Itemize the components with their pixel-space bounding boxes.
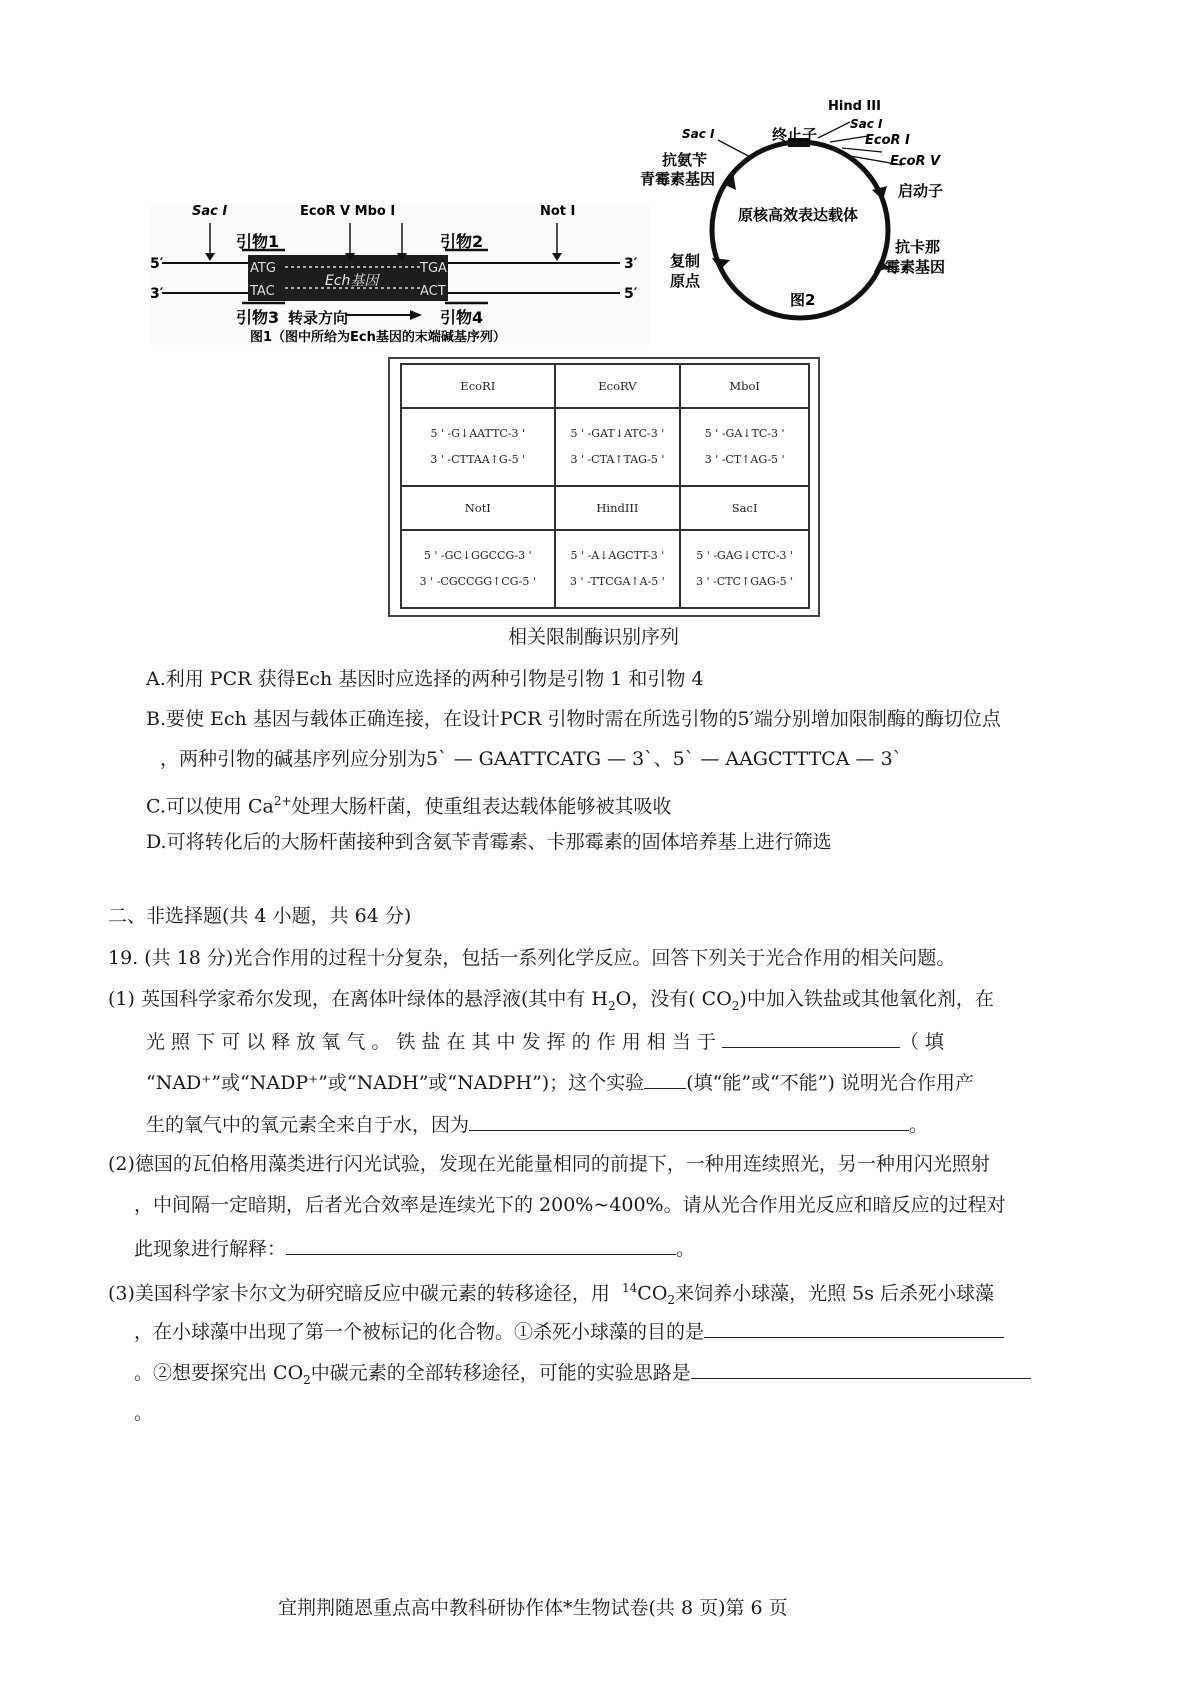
noti-label: Not I <box>540 204 576 219</box>
figure-2-caption: 图2 <box>790 291 816 309</box>
saci-left-label: Sac I <box>682 127 715 141</box>
primer-4-label: 引物4 <box>440 308 484 327</box>
bottom-right-seq: ACT <box>420 284 446 299</box>
p3-l1-b: CO <box>637 1282 668 1305</box>
p1-l4-a: 生的氧气中的氧元素全来自于水，因为 <box>146 1114 470 1136</box>
p1-l1-c: )中加入铁盐或其他氧化剂，在 <box>739 988 994 1010</box>
p3-l1-sub: 2 <box>667 1293 676 1308</box>
enzyme-seq-cell <box>555 408 681 486</box>
p1-l2-b: （ 填 <box>899 1031 944 1053</box>
bottom-left-seq: TAC <box>250 284 275 299</box>
p1-l3-a: “NAD⁺”或“NADP⁺”或“NADH”或“NADPH”)；这个实验 <box>146 1072 645 1094</box>
enzyme-seq-cell <box>555 530 681 608</box>
q19-part1-line-2 <box>146 1027 944 1055</box>
primer-2-label: 引物2 <box>440 232 484 251</box>
ech-gene-label: Ech基因 <box>325 273 379 289</box>
figure-1-caption: 图1（图中所给为Ech基因的末端碱基序列） <box>250 330 506 345</box>
option-c-sup: 2+ <box>273 794 292 808</box>
five-prime-left-label: 5′ <box>150 256 164 272</box>
p3-l3-a: 。②想要探究出 CO <box>134 1362 304 1384</box>
q19-part1-line-3 <box>146 1068 974 1096</box>
q19-part1-line-4 <box>146 1110 928 1138</box>
p1-l1-b: O，没有( CO <box>615 988 732 1010</box>
q19-part2-line-2: ，中间隔一定暗期，后者光合效率是连续光下的 200%~400%。请从光合作用光反应和暗反应的过程对 <box>134 1194 1006 1216</box>
enzyme-table-caption: 相关限制酶识别序列 <box>508 626 680 648</box>
section-2-heading: 二、非选择题(共 4 小题，共 64 分) <box>108 905 412 927</box>
ecori-label: EcoR I <box>865 133 910 148</box>
vector-center-label: 原核高效表达载体 <box>738 206 859 224</box>
option-a: A.利用 PCR 获得Ech 基因时应选择的两种引物是引物 1 和引物 4 <box>146 668 704 690</box>
seq-bottom: 3 ' -CTA↑TAG-5 ' <box>570 453 665 466</box>
enzyme-name: EcoRI <box>401 364 555 408</box>
seq-bottom: 3 ' -TTCGA↑A-5 ' <box>570 575 665 588</box>
q19-part3-line-1 <box>108 1275 994 1313</box>
answer-blank-1[interactable] <box>722 1027 900 1048</box>
enzyme-table <box>400 363 810 609</box>
seq-top: 5 ' -A↓AGCTT-3 ' <box>570 549 665 562</box>
seq-bottom: 3 ' -CTC↑GAG-5 ' <box>696 575 794 588</box>
saci-top-label: Sac I <box>850 117 883 131</box>
answer-blank-3[interactable] <box>469 1110 909 1131</box>
enzyme-name: EcoRV <box>555 364 681 408</box>
transcription-direction-label: 转录方向 <box>288 309 349 327</box>
enzyme-name: SacI <box>680 486 809 530</box>
seq-top: 5 ' -G↓AATTC-3 ' <box>430 427 526 440</box>
hindiii-label: Hind III <box>828 100 881 114</box>
seq-top: 5 ' -GAG↓CTC-3 ' <box>696 549 794 562</box>
figure-2-svg <box>640 100 970 350</box>
option-b-line-2: ，两种引物的碱基序列应分别为5ˋ — GAATTCATG — 3ˋ、5ˋ — AAGCTTTCA — 3ˋ <box>160 748 903 770</box>
seq-bottom: 3 ' -CT↑AG-5 ' <box>704 453 785 466</box>
option-c-pre: C.可以使用 Ca <box>146 795 274 818</box>
p3-l2: ，在小球藻中出现了第一个被标记的化合物。①杀死小球藻的目的是 <box>134 1321 705 1343</box>
seq-top: 5 ' -GAT↓ATC-3 ' <box>570 427 665 440</box>
five-prime-right-label: 5′ <box>624 286 638 302</box>
figure-1 <box>150 175 650 345</box>
q19-part3-line-3 <box>134 1358 1031 1393</box>
three-prime-left-label: 3′ <box>150 286 164 302</box>
enzyme-seq-cell <box>680 530 809 608</box>
top-right-seq: TGA <box>420 261 447 276</box>
p2-l3-b: 。 <box>676 1238 696 1260</box>
p3-l1-a: (3)美国科学家卡尔文为研究暗反应中碳元素的转移途径，用 <box>108 1282 610 1305</box>
enzyme-seq-cell <box>680 408 809 486</box>
p3-l1-sup: 14 <box>622 1281 638 1295</box>
page-footer: 宜荆荆随恩重点高中教科研协作体*生物试卷(共 8 页)第 6 页 <box>278 1597 788 1619</box>
p3-l3-sub: 2 <box>303 1372 311 1387</box>
kan-line-2: 霉素基因 <box>885 258 946 276</box>
enzyme-name: HindIII <box>555 486 681 530</box>
option-d: D.可将转化后的大肠杆菌接种到含氨苄青霉素、卡那霉素的固体培养基上进行筛选 <box>146 831 832 853</box>
answer-blank-2[interactable] <box>644 1068 686 1089</box>
p2-l3-a: 此现象进行解释： <box>134 1238 287 1260</box>
p1-l1-sub2: 2 <box>731 998 740 1013</box>
seq-bottom: 3 ' -CGCCGG↑CG-5 ' <box>419 575 536 588</box>
p1-l3-b: (填“能”或“不能”) 说明光合作用产 <box>686 1072 974 1094</box>
q19-part3-line-4: 。 <box>134 1402 154 1424</box>
enzyme-name: NotI <box>401 486 555 530</box>
p1-l2-a: 光 照 下 可 以 释 放 氧 气 。 铁 盐 在 其 中 发 挥 的 作 用 相 当 于 <box>146 1031 716 1053</box>
promoter-label: 启动子 <box>898 182 944 200</box>
enzyme-seq-cell <box>401 408 555 486</box>
question-19-stem: 19. (共 18 分)光合作用的过程十分复杂，包括一系列化学反应。回答下列关于光合作用的相关问题。 <box>108 947 956 969</box>
ecorv-mboi-label: EcoR V Mbo I <box>300 204 396 219</box>
q19-part2-line-3 <box>134 1234 695 1262</box>
amp-line-1: 抗氨苄 <box>662 151 708 169</box>
ori-line-2: 原点 <box>670 272 701 290</box>
kan-line-1: 抗卡那 <box>895 238 941 256</box>
ori-line-1: 复制 <box>670 252 701 270</box>
enzyme-name: MboI <box>680 364 809 408</box>
p1-l4-b: 。 <box>909 1114 929 1136</box>
p3-l3-b: 中碳元素的全部转移途径，可能的实验思路是 <box>310 1362 691 1384</box>
terminator-label: 终止子 <box>772 126 818 144</box>
option-b-line-1: B.要使 Ech 基因与载体正确连接，在设计PCR 引物时需在所选引物的5′端分别增加限制酶的酶切位点 <box>146 708 1001 730</box>
q19-part3-line-2 <box>134 1317 1004 1345</box>
answer-blank-5[interactable] <box>704 1317 1004 1338</box>
primer-1-label: 引物1 <box>236 232 280 251</box>
option-c <box>146 788 672 819</box>
figure-2 <box>640 100 970 350</box>
saci-label: Sac I <box>192 204 228 219</box>
seq-bottom: 3 ' -CTTAA↑G-5 ' <box>430 453 526 466</box>
p3-l1-c: 来饲养小球藻，光照 5s 后杀死小球藻 <box>675 1282 994 1305</box>
top-left-seq: ATG <box>250 261 276 276</box>
enzyme-seq-cell <box>401 530 555 608</box>
option-c-post: 处理大肠杆菌，使重组表达载体能够被其吸收 <box>291 795 672 818</box>
ecorv-label: EcoR V <box>890 154 941 169</box>
q19-part1-line-1 <box>108 986 994 1019</box>
p1-l1-sub1: 2 <box>607 998 616 1013</box>
p1-l1-a: (1) 英国科学家希尔发现，在离体叶绿体的悬浮液(其中有 H <box>108 988 608 1010</box>
primer-3-label: 引物3 <box>236 308 280 327</box>
answer-blank-6[interactable] <box>691 1358 1031 1379</box>
seq-top: 5 ' -GA↓TC-3 ' <box>704 427 785 440</box>
q19-part2-line-1: (2)德国的瓦伯格用藻类进行闪光试验，发现在光能量相同的前提下，一种用连续照光，另一种用闪光照射 <box>108 1153 990 1175</box>
three-prime-right-label: 3′ <box>624 256 638 272</box>
amp-line-2: 青霉素基因 <box>640 170 716 188</box>
seq-top: 5 ' -GC↓GGCCG-3 ' <box>423 549 532 562</box>
answer-blank-4[interactable] <box>286 1234 676 1255</box>
figure-1-svg <box>150 175 650 345</box>
